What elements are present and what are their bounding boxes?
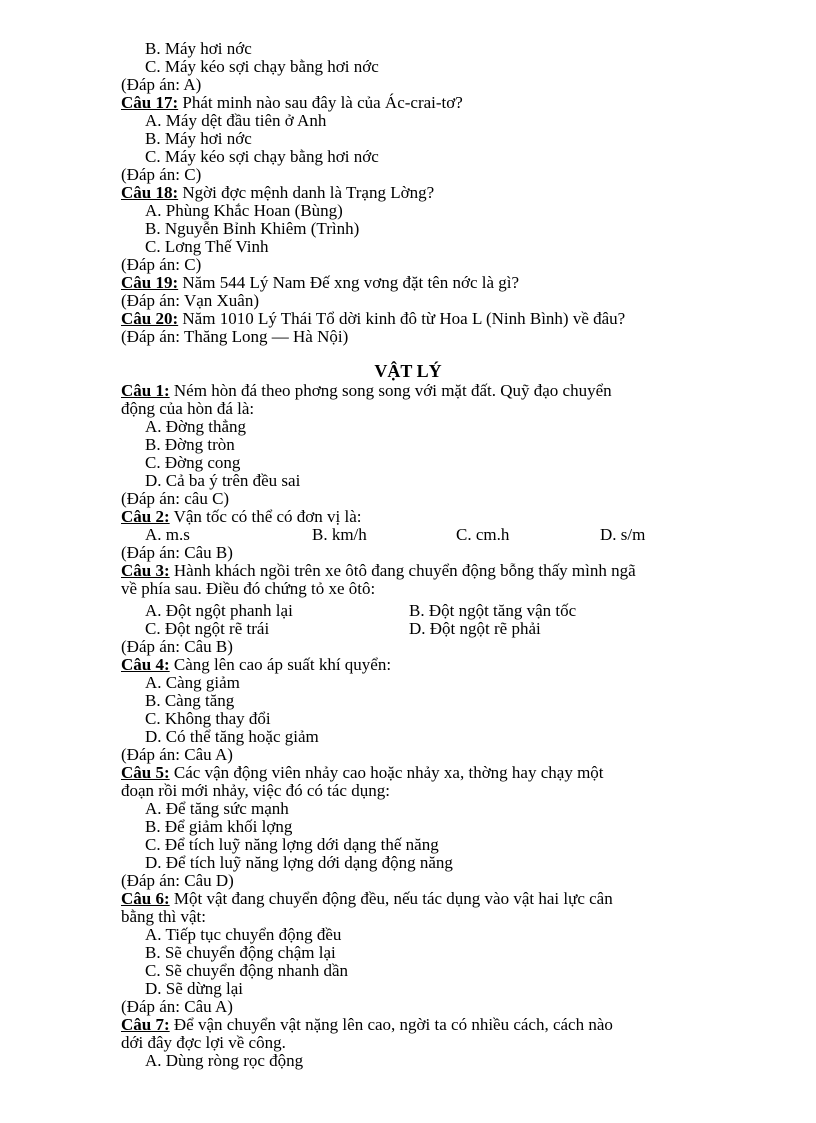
answer-option bbox=[145, 202, 343, 220]
answer-option bbox=[145, 836, 439, 854]
line-text: Ngời đợc mệnh danh là Trạng Lờng? bbox=[178, 183, 435, 202]
answer-option bbox=[145, 926, 341, 944]
answer-option bbox=[145, 130, 252, 148]
line-text: bằng thì vật: bbox=[121, 907, 206, 926]
line-text: Hành khách ngồi trên xe ôtô đang chuyển động bỗng thấy mình ngã bbox=[169, 561, 636, 580]
answer-option bbox=[145, 710, 271, 728]
line-text: Ném hòn đá theo phơng song song với mặt đất. Quỹ đạo chuyển bbox=[169, 381, 612, 400]
line-text: A. Đờng thẳng bbox=[145, 417, 247, 436]
line-text: D. Sẽ dừng lại bbox=[145, 979, 243, 998]
answer-key bbox=[121, 292, 259, 310]
question-label: Câu 7: bbox=[121, 1015, 170, 1034]
line-text: Năm 1010 Lý Thái Tổ dời kinh đô từ Hoa L (Ninh Bình) về đâu? bbox=[178, 309, 626, 328]
answer-option bbox=[145, 800, 289, 818]
question-line bbox=[121, 890, 613, 908]
line-text: A. Phùng Khắc Hoan (Bùng) bbox=[145, 201, 343, 220]
line-text: B. Máy hơi nớc bbox=[145, 129, 252, 148]
line-text: D. Cả ba ý trên đều sai bbox=[145, 471, 301, 490]
question-label: Câu 2: bbox=[121, 507, 170, 526]
line-text: Càng lên cao áp suất khí quyển: bbox=[169, 655, 392, 674]
line-text: (Đáp án: câu C) bbox=[121, 489, 230, 508]
question-label: Câu 3: bbox=[121, 561, 170, 580]
line-text: (Đáp án: Vạn Xuân) bbox=[121, 291, 260, 310]
answer-key bbox=[121, 638, 233, 656]
section-title: VẬT LÝ bbox=[374, 361, 442, 381]
answer-option bbox=[145, 112, 326, 130]
answer-option: B. km/h bbox=[312, 525, 367, 544]
line-text: A. Càng giảm bbox=[145, 673, 240, 692]
line-text: (Đáp án: Câu B) bbox=[121, 637, 233, 656]
question-label: Câu 6: bbox=[121, 889, 170, 908]
line-text: C. Đờng cong bbox=[145, 453, 241, 472]
line-text: Vận tốc có thể có đơn vị là: bbox=[169, 507, 362, 526]
answer-option bbox=[145, 418, 246, 436]
question-line bbox=[121, 508, 362, 526]
answer-option bbox=[145, 818, 292, 836]
question-line bbox=[121, 764, 604, 782]
line-text: B. Càng tăng bbox=[145, 691, 235, 710]
answer-key bbox=[121, 490, 229, 508]
answer-option bbox=[145, 692, 234, 710]
answer-option bbox=[145, 220, 359, 238]
answer-option: A. Đột ngột phanh lại bbox=[145, 601, 293, 620]
answer-key: (Đáp án: Câu B) bbox=[121, 543, 233, 562]
answer-option bbox=[145, 674, 240, 692]
answer-key bbox=[121, 328, 348, 346]
line-text: (Đáp án: A) bbox=[121, 75, 202, 94]
line-text: C. Lơng Thế Vinh bbox=[145, 237, 269, 256]
question-label: Câu 20: bbox=[121, 309, 179, 328]
question-line bbox=[121, 656, 391, 674]
question-line bbox=[121, 94, 463, 112]
answer-option bbox=[145, 40, 252, 58]
line-text: (Đáp án: Thăng Long — Hà Nội) bbox=[121, 327, 349, 346]
line-text: Các vận động viên nhảy cao hoặc nhảy xa, thờng hay chạy một bbox=[169, 763, 604, 782]
line-text: B. Để giảm khối lợng bbox=[145, 817, 293, 836]
answer-option bbox=[145, 436, 235, 454]
line-text: đoạn rồi mới nhảy, việc đó có tác dụng: bbox=[121, 781, 390, 800]
question-label: Câu 17: bbox=[121, 93, 179, 112]
line-text: (Đáp án: Câu A) bbox=[121, 745, 233, 764]
line-text: C. Không thay đổi bbox=[145, 709, 271, 728]
answer-option bbox=[145, 238, 269, 256]
line-text: động của hòn đá là: bbox=[121, 399, 255, 418]
line-text: A. Dùng ròng rọc động bbox=[145, 1051, 304, 1070]
answer-option: B. Đột ngột tăng vận tốc bbox=[409, 601, 577, 620]
answer-key bbox=[121, 256, 201, 274]
question-line bbox=[121, 1016, 613, 1034]
line-text: B. Máy hơi nớc bbox=[145, 39, 252, 58]
answer-key bbox=[121, 746, 233, 764]
question-label: Câu 18: bbox=[121, 183, 179, 202]
line-text: Một vật đang chuyển động đều, nếu tác dụng vào vật hai lực cân bbox=[169, 889, 613, 908]
answer-key bbox=[121, 872, 234, 890]
line-text: A. Máy dệt đầu tiên ở Anh bbox=[145, 111, 327, 130]
line-text: A. Tiếp tục chuyển động đều bbox=[145, 925, 342, 944]
answer-option bbox=[145, 454, 240, 472]
line-text: Phát minh nào sau đây là của Ác-crai-tơ? bbox=[178, 93, 463, 112]
answer-option bbox=[145, 728, 319, 746]
text-line bbox=[121, 1034, 286, 1052]
answer-option: D. s/m bbox=[600, 525, 646, 544]
line-text: (Đáp án: C) bbox=[121, 165, 202, 184]
line-text: D. Để tích luỹ năng lợng dới dạng động năng bbox=[145, 853, 453, 872]
text-line bbox=[121, 782, 390, 800]
question-label: Câu 19: bbox=[121, 273, 179, 292]
answer-option bbox=[145, 962, 348, 980]
answer-key bbox=[121, 998, 233, 1016]
line-text: B. Đờng tròn bbox=[145, 435, 235, 454]
answer-option bbox=[145, 944, 336, 962]
answer-option bbox=[145, 58, 379, 76]
line-text: A. Để tăng sức mạnh bbox=[145, 799, 289, 818]
line-text: C. Để tích luỹ năng lợng dới dạng thế năng bbox=[145, 835, 439, 854]
answer-option bbox=[145, 148, 379, 166]
question-line bbox=[121, 184, 434, 202]
question-label: Câu 5: bbox=[121, 763, 170, 782]
line-text: C. Sẽ chuyển động nhanh dần bbox=[145, 961, 349, 980]
answer-option bbox=[145, 472, 300, 490]
line-text: B. Nguyễn Bỉnh Khiêm (Trình) bbox=[145, 219, 360, 238]
answer-option: C. cm.h bbox=[456, 525, 510, 544]
answer-key bbox=[121, 166, 201, 184]
question-label: Câu 4: bbox=[121, 655, 170, 674]
text-line bbox=[121, 908, 206, 926]
line-text: (Đáp án: C) bbox=[121, 255, 202, 274]
question-line bbox=[121, 562, 636, 580]
text-line: về phía sau. Điều đó chứng tỏ xe ôtô: bbox=[121, 579, 376, 598]
question-label: Câu 1: bbox=[121, 381, 170, 400]
line-text: Năm 544 Lý Nam Đế xng vơng đặt tên nớc là gì? bbox=[178, 273, 520, 292]
line-text: dới đây đợc lợi về công. bbox=[121, 1033, 286, 1052]
answer-option bbox=[145, 854, 453, 872]
answer-key bbox=[121, 76, 201, 94]
line-text: (Đáp án: Câu A) bbox=[121, 997, 233, 1016]
text-line bbox=[121, 400, 254, 418]
answer-option bbox=[145, 1052, 303, 1070]
line-text: C. Máy kéo sợi chạy bằng hơi nớc bbox=[145, 147, 379, 166]
answer-option: A. m.s bbox=[145, 525, 190, 544]
question-line bbox=[121, 310, 625, 328]
line-text: B. Sẽ chuyển động chậm lại bbox=[145, 943, 336, 962]
question-line bbox=[121, 382, 612, 400]
line-text: C. Máy kéo sợi chạy bằng hơi nớc bbox=[145, 57, 379, 76]
answer-option bbox=[145, 980, 243, 998]
answer-option: C. Đột ngột rẽ trái bbox=[145, 619, 270, 638]
line-text: Để vận chuyển vật nặng lên cao, ngời ta có nhiều cách, cách nào bbox=[169, 1015, 613, 1034]
question-line bbox=[121, 274, 519, 292]
answer-option: D. Đột ngột rẽ phải bbox=[409, 619, 541, 638]
line-text: (Đáp án: Câu D) bbox=[121, 871, 234, 890]
line-text: D. Có thể tăng hoặc giảm bbox=[145, 727, 319, 746]
